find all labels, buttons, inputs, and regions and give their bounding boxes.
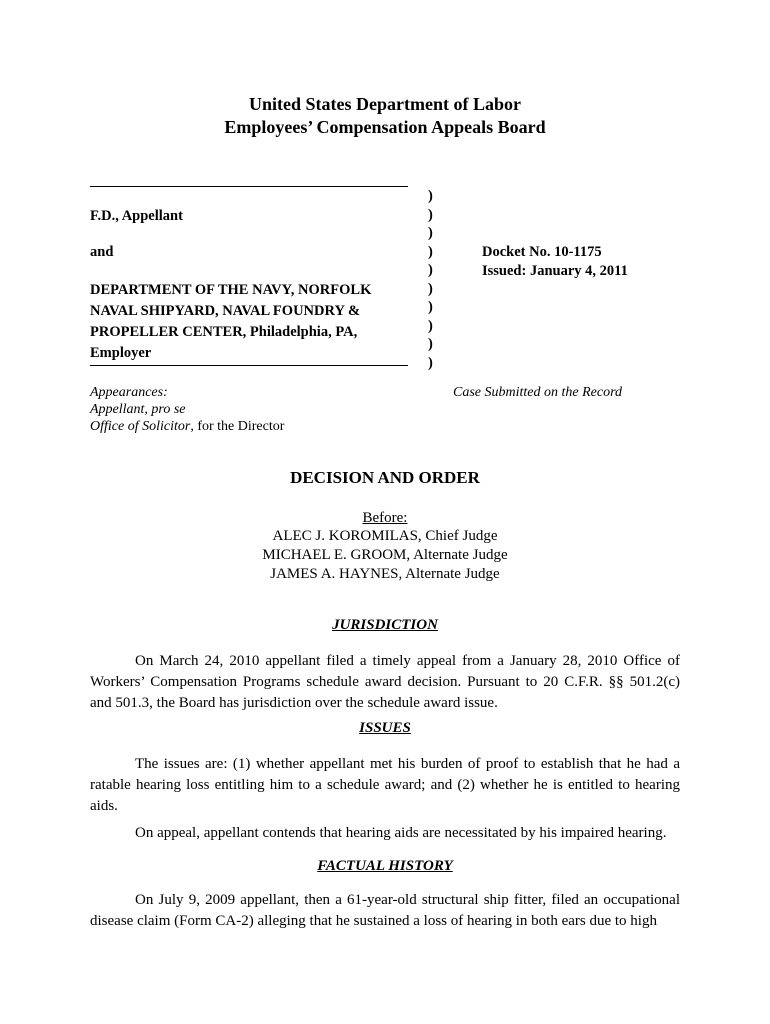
employer-line: DEPARTMENT OF THE NAVY, NORFOLK <box>90 282 372 298</box>
issues-paragraph: The issues are: (1) whether appellant met his burden of proof to establish that he had a ratable hearing loss entitling him to a schedule award; and (2) whether he is entitled to hearing aids. <box>90 756 680 814</box>
employer-line: NAVAL SHIPYARD, NAVAL FOUNDRY & <box>90 303 361 319</box>
appellant-appearance: Appellant, pro se <box>90 402 186 417</box>
and-text: and <box>90 244 114 260</box>
factual-history-paragraph: On July 9, 2009 appellant, then a 61-year-old structural ship fitter, filed an occupational disease claim (Form CA-2) alleging that he sustained a loss of hearing in both ears due to high <box>90 892 680 929</box>
judges-list <box>0 527 770 584</box>
issues-heading: ISSUES <box>359 720 411 736</box>
judge-name: ALEC J. KOROMILAS, Chief Judge <box>272 528 498 544</box>
employer-block <box>90 280 371 364</box>
factual-history-heading: FACTUAL HISTORY <box>317 858 453 874</box>
appeal-paragraph: On appeal, appellant contends that hearing aids are necessitated by his impaired hearing. <box>135 825 667 841</box>
caption-bottom-rule <box>90 365 408 366</box>
caption-top-rule <box>90 186 408 187</box>
employer-line: Employer <box>90 345 152 361</box>
agency-title: United States Department of Labor <box>249 94 521 114</box>
jurisdiction-paragraph: On March 24, 2010 appellant filed a timely appeal from a January 28, 2010 Office of Workers’ Compensation Programs schedule award decision. Pursuant to 20 C.F.R. §§ 501.2(c) and 501.3, the Board has jurisdiction over the schedule award issue. <box>90 653 680 711</box>
docket-number: Docket No. 10-1175 <box>482 244 602 260</box>
jurisdiction-heading: JURISDICTION <box>332 617 438 633</box>
judge-name: JAMES A. HAYNES, Alternate Judge <box>270 566 500 582</box>
case-submitted-note: Case Submitted on the Record <box>453 385 623 400</box>
solicitor-appearance: Office of Solicitor, for the Director <box>90 419 285 434</box>
board-title: Employees’ Compensation Appeals Board <box>224 117 546 137</box>
employer-line: PROPELLER CENTER, Philadelphia, PA, <box>90 324 358 340</box>
issued-date: Issued: January 4, 2011 <box>482 263 628 279</box>
decision-title: DECISION AND ORDER <box>290 468 480 487</box>
judge-name: MICHAEL E. GROOM, Alternate Judge <box>262 547 508 563</box>
appearances-label: Appearances: <box>90 385 168 400</box>
before-label: Before: <box>362 510 408 526</box>
appellant-name: F.D., Appellant <box>90 208 183 224</box>
caption-parentheses: ) ) ) ) ) ) ) ) ) ) <box>428 188 433 371</box>
